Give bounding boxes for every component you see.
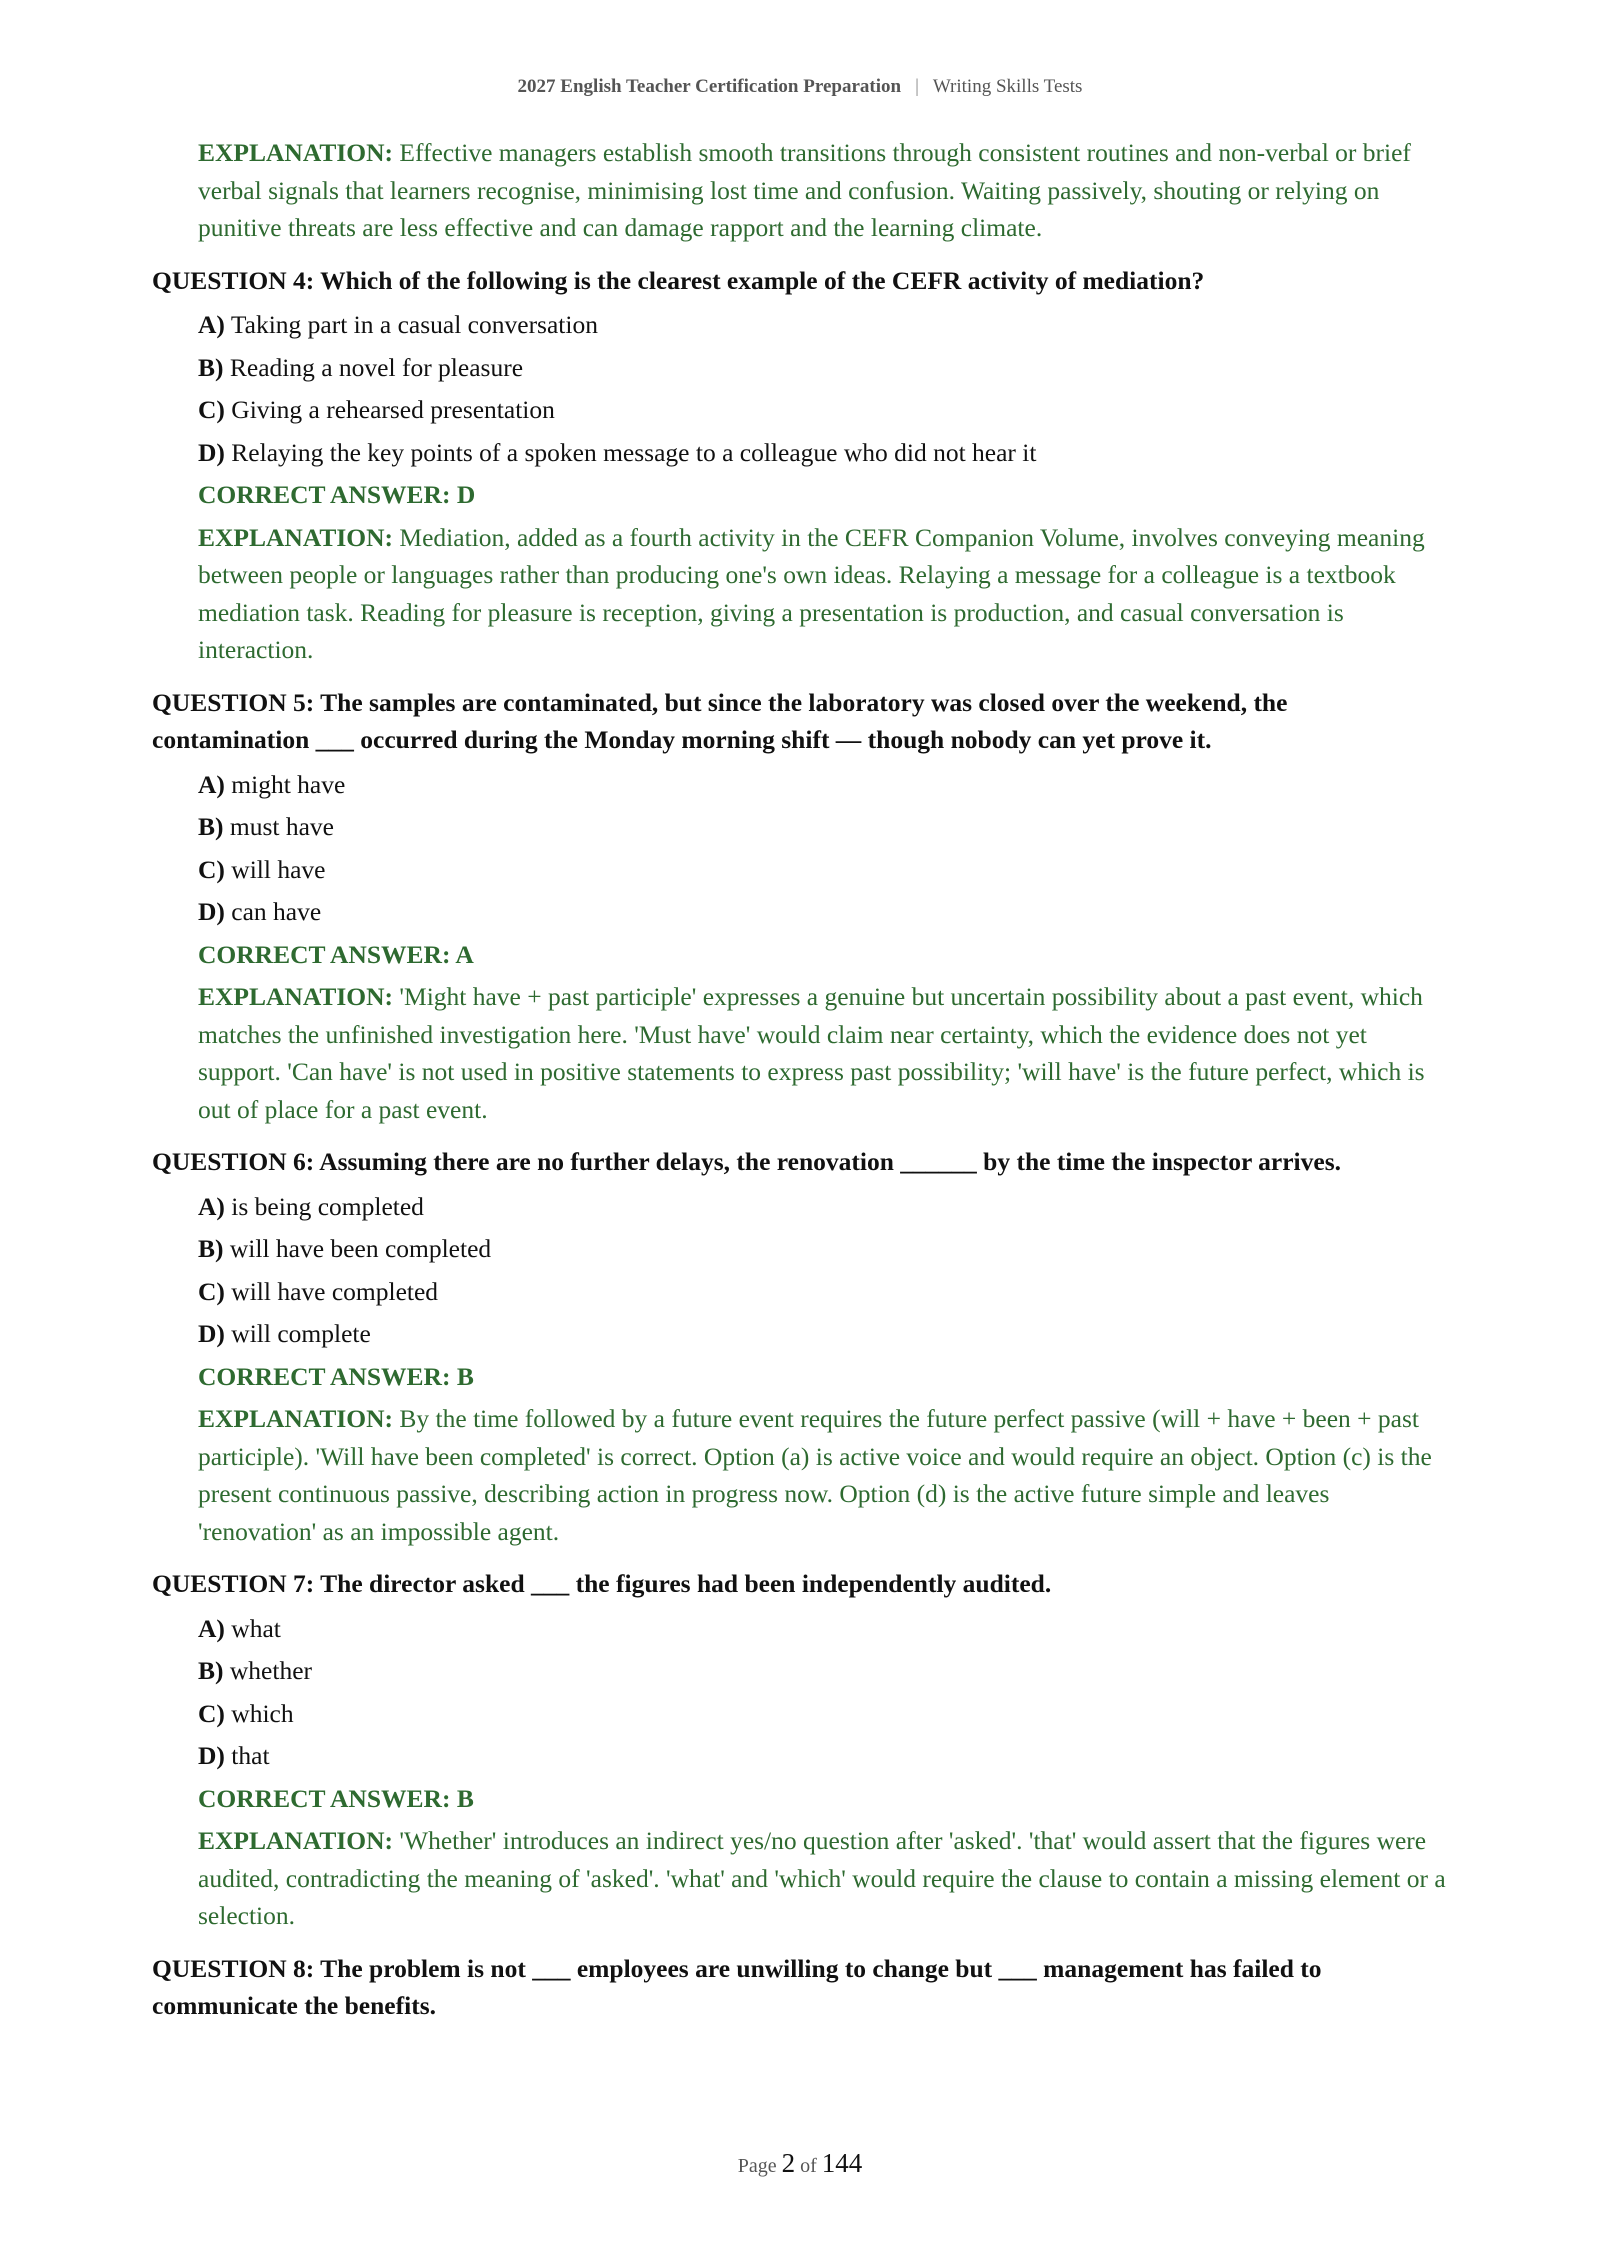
option-letter: C) — [198, 1698, 225, 1728]
option-text: must have — [229, 812, 334, 841]
option-text: that — [231, 1741, 270, 1770]
question-7-option-c — [198, 1695, 1448, 1733]
option-text: Taking part in a casual conversation — [230, 310, 598, 339]
question-6-explanation — [198, 1400, 1448, 1550]
question-5-option-b — [198, 808, 1448, 846]
option-letter: B) — [198, 1234, 224, 1263]
option-letter: A) — [198, 310, 225, 339]
question-4-option-c — [198, 391, 1448, 429]
question-5-option-d — [198, 893, 1448, 931]
explanation-text: By the time followed by a future event requires the future perfect passive (will + have + been + past participle). 'Will have been completed' is correct. Option (a) is active voice and would require an object. Option (c) is the present continuous passive, describing action in progress now. Option (d) is the active future simple and leaves 'renovation' as an impossible agent. — [198, 1404, 1432, 1546]
explanation-label: EXPLANATION: — [198, 1826, 394, 1855]
question-6-option-a — [198, 1188, 1448, 1226]
question-4-option-d — [198, 434, 1448, 472]
option-letter: A) — [198, 1613, 225, 1643]
option-letter: D) — [198, 1319, 225, 1348]
explanation-label: EXPLANATION: — [198, 522, 394, 552]
page-footer — [0, 2148, 1600, 2179]
header-title: 2027 English Teacher Certification Preparation — [517, 76, 902, 97]
option-letter: A) — [198, 769, 225, 799]
option-text: can have — [231, 897, 322, 926]
question-8-title: QUESTION 8: The problem is not ___ employees are unwilling to change but ___ management has failed to communicate the benefits. — [152, 1953, 1322, 2020]
option-letter: C) — [198, 395, 225, 424]
question-6-correct-answer: CORRECT ANSWER: B — [198, 1361, 474, 1391]
option-letter: C) — [198, 1276, 225, 1306]
explanation-text: Effective managers establish smooth transitions through consistent routines and non-verbal or brief verbal signals that learners recognise, minimising lost time and confusion. Waiting passively, shouting or relying on punitive threats are less effective and can damage rapport and the learning climate. — [198, 138, 1411, 242]
explanation-label: EXPLANATION: — [198, 1404, 394, 1433]
question-7-title: QUESTION 7: The director asked ___ the figures had been independently audited. — [152, 1569, 1052, 1598]
question-6-option-d — [198, 1315, 1448, 1353]
option-text: Giving a rehearsed presentation — [231, 395, 555, 424]
question-7-correct-answer: CORRECT ANSWER: B — [198, 1783, 474, 1813]
option-text: is being completed — [231, 1191, 424, 1221]
question-7-option-b — [198, 1652, 1448, 1690]
footer-of-word: of — [800, 2155, 817, 2177]
question-5-option-c — [198, 851, 1448, 889]
option-text: which — [231, 1698, 294, 1728]
question-5-explanation — [198, 978, 1448, 1128]
option-letter: B) — [198, 812, 224, 841]
option-text: what — [231, 1613, 281, 1643]
question-5-correct-answer: CORRECT ANSWER: A — [198, 939, 474, 969]
question-6-title: QUESTION 6: Assuming there are no further delays, the renovation ______ by the time the inspector arrives. — [152, 1147, 1342, 1176]
question-4-title: QUESTION 4: Which of the following is the clearest example of the CEFR activity of mediation? — [152, 265, 1205, 295]
option-letter: C) — [198, 854, 225, 884]
question-5-option-a — [198, 766, 1448, 804]
option-letter: B) — [198, 1656, 224, 1685]
option-letter: D) — [198, 1741, 225, 1770]
question-7-option-d — [198, 1737, 1448, 1775]
footer-page-number: 2 — [781, 2148, 796, 2178]
question-7-explanation — [198, 1822, 1448, 1935]
question-6-option-c — [198, 1273, 1448, 1311]
option-text: Relaying the key points of a spoken message to a colleague who did not hear it — [231, 437, 1037, 467]
header-section: Writing Skills Tests — [932, 76, 1083, 97]
explanation-text: Mediation, added as a fourth activity in the CEFR Companion Volume, involves conveying meaning between people or languages rather than producing one's own ideas. Relaying a message for a colleague is a textbook mediation task. Reading for pleasure is reception, giving a presentation is production, and casual conversation is interaction. — [198, 522, 1425, 664]
option-letter: D) — [198, 437, 225, 467]
option-text: will have been completed — [229, 1234, 492, 1263]
question-4-option-b — [198, 349, 1448, 387]
explanation-label: EXPLANATION: — [198, 138, 394, 167]
footer-page-word: Page — [737, 2155, 777, 2177]
option-text: might have — [231, 769, 346, 799]
question-7-option-a — [198, 1610, 1448, 1648]
question-4-explanation — [198, 519, 1448, 669]
option-text: Reading a novel for pleasure — [229, 352, 524, 382]
header-separator: | — [915, 76, 919, 97]
option-text: will complete — [231, 1319, 371, 1348]
explanation-label: EXPLANATION: — [198, 982, 394, 1011]
option-text: whether — [229, 1656, 313, 1685]
question-4-option-a — [198, 306, 1448, 344]
explanation-text: 'Might have + past participle' expresses a genuine but uncertain possibility about a past event, which matches the unfinished investigation here. 'Must have' would claim near certainty, which the evidence does not yet support. 'Can have' is not used in positive statements to express past possibility; 'will have' is the future perfect, which is out of place for a past event. — [198, 982, 1425, 1124]
option-letter: D) — [198, 897, 225, 926]
option-text: will have completed — [231, 1276, 439, 1306]
page-header — [0, 76, 1600, 98]
option-letter: B) — [198, 352, 224, 382]
intro-explanation — [198, 134, 1448, 247]
option-letter: A) — [198, 1191, 225, 1221]
footer-total-pages: 144 — [821, 2148, 863, 2178]
question-6-option-b — [198, 1230, 1448, 1268]
question-4-correct-answer: CORRECT ANSWER: D — [198, 480, 476, 509]
question-5-title: QUESTION 5: The samples are contaminated, but since the laboratory was closed over the weekend, the contamination ___ occurred during the Monday morning shift — though nobody can yet prove it. — [152, 687, 1288, 754]
option-text: will have — [231, 854, 326, 884]
explanation-text: 'Whether' introduces an indirect yes/no question after 'asked'. 'that' would assert that the figures were audited, contradicting the meaning of 'asked'. 'what' and 'which' would require the clause to contain a missing element or a selection. — [198, 1826, 1446, 1930]
page-content — [152, 134, 1448, 2025]
